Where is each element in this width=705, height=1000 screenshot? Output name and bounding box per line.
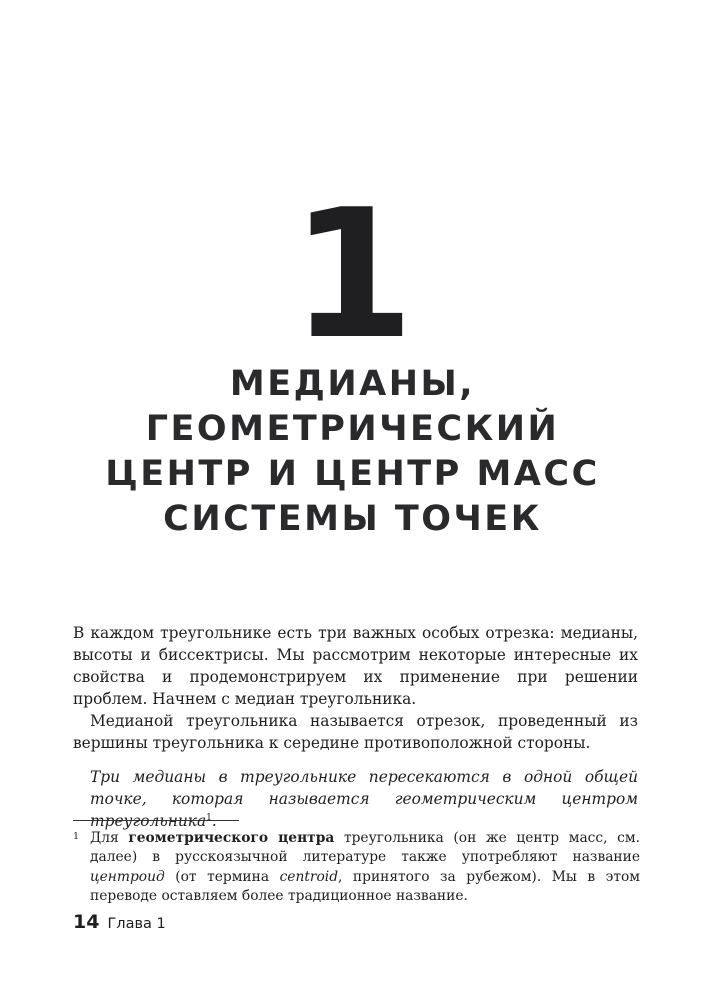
- footnote-italic-term: центроид: [90, 868, 165, 885]
- theorem-statement: Три медианы в треугольнике пересекаются в одной общей точке, которая называется геометрическим центром треугольника$^1$.: [90, 768, 638, 830]
- page-footer: [73, 911, 166, 933]
- chapter-title: [40, 362, 665, 542]
- page-number: 14: [73, 911, 100, 933]
- footnote-text-part: (от термина: [164, 868, 280, 885]
- footnote-text-part: Для: [90, 830, 129, 846]
- theorem-text: Три медианы в треугольнике пересекаются в одной общей точке, которая называется геометрическим центром треугольника: [90, 768, 638, 830]
- footnote-text-part: треугольника (он же центр масс, см. далее) в русскоязычной литературе также употребляют название: [90, 830, 640, 866]
- chapter-title-line: СИСТЕМЫ ТОЧЕК: [163, 499, 542, 539]
- footnote-marker: 1: [73, 831, 80, 842]
- footnote: [73, 829, 640, 906]
- intro-paragraph: В каждом треугольнике есть три важных особых отрезка: медианы, высоты и биссектрисы. Мы рассмотрим некоторые интересные их свойства и продемонстрируем их применение при решении проблем. Начнем с медиан треугольника.: [73, 624, 638, 708]
- footnote-bold-term: геометрического центра: [128, 830, 335, 846]
- footnote-reference[interactable]: 1: [206, 813, 212, 823]
- footnote-divider: [73, 820, 239, 821]
- median-definition-paragraph: Медианой треугольника называется отрезок, проведенный из вершины треугольника к середине противоположной стороны.: [73, 712, 638, 752]
- running-head: Глава 1: [107, 916, 166, 932]
- footnote-italic-term: centroid: [279, 868, 339, 885]
- body-text: [73, 622, 638, 832]
- chapter-title-line: МЕДИАНЫ,: [229, 364, 476, 404]
- footnote-text-part: , принятого за рубежом). Мы в этом переводе оставляем более традиционное название.: [90, 868, 640, 904]
- chapter-title-line: ЦЕНТР И ЦЕНТР МАСС: [105, 454, 600, 494]
- chapter-title-line: ГЕОМЕТРИЧЕСКИЙ: [145, 409, 560, 449]
- footnote-text: [73, 829, 640, 906]
- chapter-number: 1: [290, 171, 415, 378]
